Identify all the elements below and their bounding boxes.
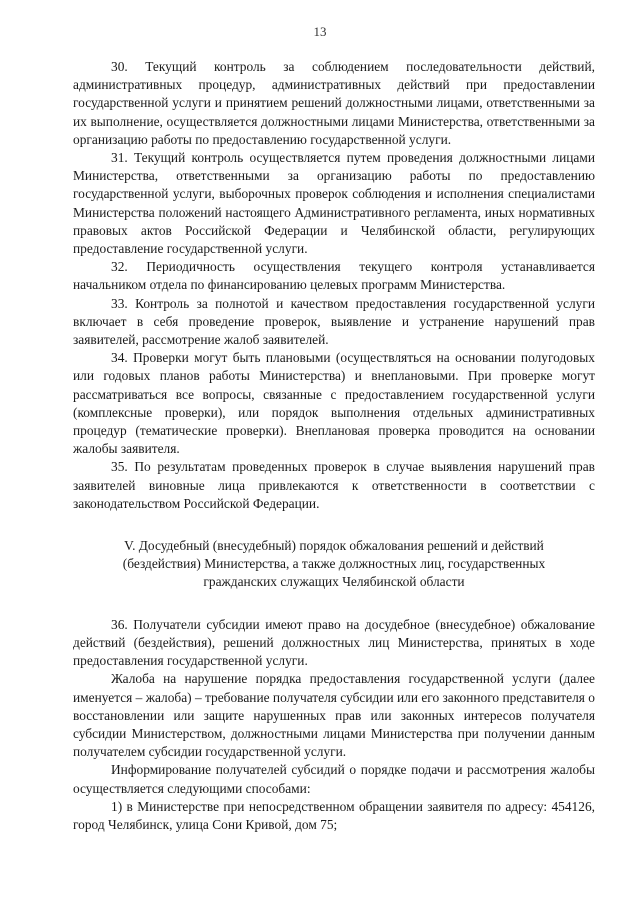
section-heading bbox=[73, 537, 595, 592]
paragraph-33: 33. Контроль за полнотой и качеством предоставления государственной услуги включает в себя проведение проверок, выявление и устранение нарушений прав заявителей, рассмотрение жалоб заявителей. bbox=[73, 295, 595, 348]
paragraph-30: 30. Текущий контроль за соблюдением последовательности действий, административных процедур, административных действий при предоставлении государственной услуги и принятием решений должностными лицами, ответственными за их выполнение, осуществляется должностными лицами Министерства, ответственными за организацию работы по предоставлению государственной услуги. bbox=[73, 59, 595, 147]
paragraph-31: 31. Текущий контроль осуществляется путем проведения должностными лицами Министерства, ответственными за организацию работы по предоставлению государственной услуги, выборочных проверок соблюдения и исполнения специалистами Министерства положений настоящего Административного регламента, иных нормативных правовых актов Российской Федерации и Челябинской области, регулирующих предоставление государственной услуги. bbox=[73, 150, 595, 257]
paragraph-32: 32. Периодичность осуществления текущего контроля устанавливается начальником отдела по финансированию целевых программ Министерства. bbox=[73, 259, 595, 293]
paragraph-informing-methods: Информирование получателей субсидий о порядке подачи и рассмотрения жалобы осуществляется следующими способами: bbox=[73, 762, 595, 796]
section-heading-line-2: (бездействия) Министерства, а также должностных лиц, государственных bbox=[122, 556, 546, 572]
document-body bbox=[73, 58, 595, 834]
section-heading-line-3: гражданских служащих Челябинской области bbox=[203, 574, 465, 590]
paragraph-35: 35. По результатам проведенных проверок в случае выявления нарушений прав заявителей виновные лица привлекаются к ответственности в соответствии с законодательством Российской Федерации. bbox=[73, 459, 595, 511]
paragraph-36: 36. Получатели субсидии имеют право на досудебное (внесудебное) обжалование действий (бездействия), решений должностных лиц Министерства, принятых в ходе предоставления государственной услуги. bbox=[73, 616, 595, 669]
paragraph-method-1: 1) в Министерстве при непосредственном обращении заявителя по адресу: 454126, город Челябинск, улица Сони Кривой, дом 75; bbox=[73, 798, 595, 832]
paragraph-34: 34. Проверки могут быть плановыми (осуществляться на основании полугодовых или годовых планов работы Министерства) и внеплановыми. При проверке могут рассматриваться все вопросы, связанные с предоставлением государственной услуги (комплексные проверки), или порядок выполнения отдельных административных процедур (тематические проверки). Внеплановая проверка проводится на основании жалобы заявителя. bbox=[73, 350, 595, 457]
page-number: 13 bbox=[313, 24, 327, 39]
paragraph-complaint-definition: Жалоба на нарушение порядка предоставления государственной услуги (далее именуется – жалоба) – требование получателя субсидии или его законного представителя о восстановлении или защите нарушенных прав или законных интересов получателя субсидии Министерством, должностными лицами Министерства при получении данным получателем субсидии государственной услуги. bbox=[73, 671, 595, 760]
section-heading-line-1: V. Досудебный (внесудебный) порядок обжалования решений и действий bbox=[124, 538, 544, 554]
